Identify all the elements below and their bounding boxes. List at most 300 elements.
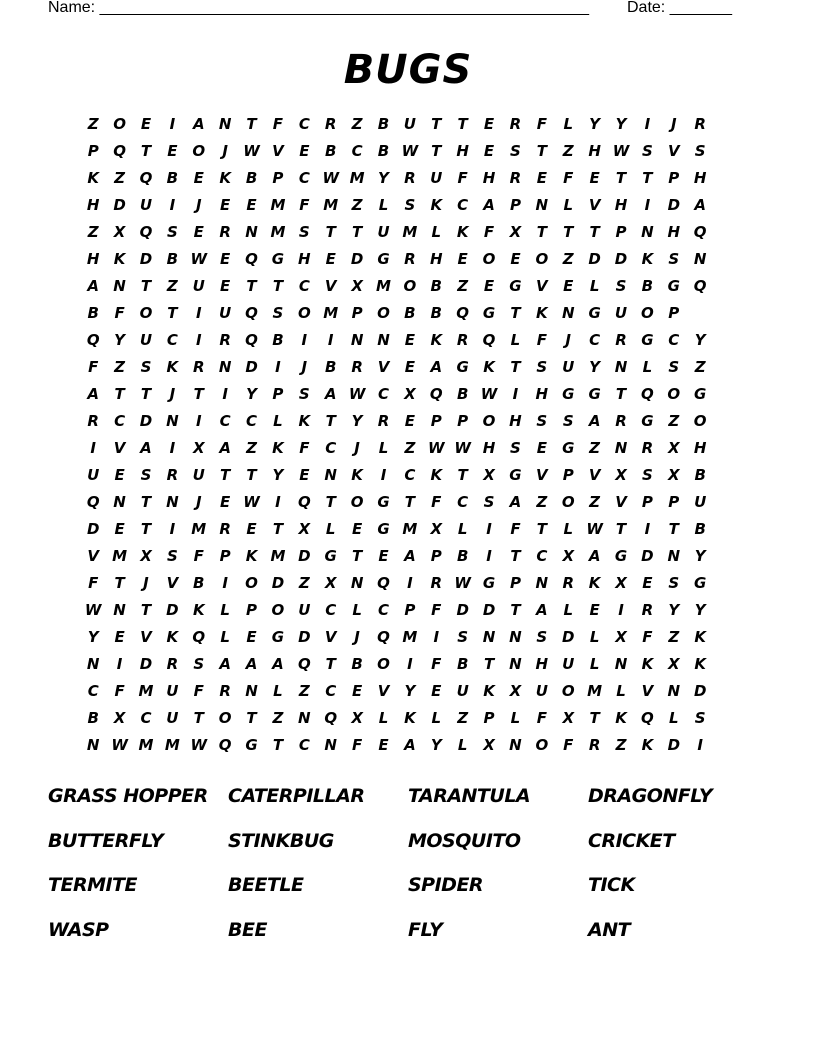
grid-letter: K bbox=[298, 412, 311, 430]
grid-letter: O bbox=[561, 682, 575, 700]
grid-letter: V bbox=[166, 574, 179, 592]
grid-row bbox=[80, 439, 740, 466]
grid-letter: Z bbox=[404, 439, 416, 457]
grid-letter: X bbox=[509, 223, 522, 241]
grid-letter: Z bbox=[351, 196, 363, 214]
grid-letter: M bbox=[191, 520, 207, 538]
grid-letter: Y bbox=[404, 682, 416, 700]
grid-letter: A bbox=[219, 439, 231, 457]
grid-letter: C bbox=[219, 412, 231, 430]
grid-letter: W bbox=[401, 142, 419, 160]
grid-letter: I bbox=[512, 385, 519, 403]
grid-letter: H bbox=[429, 250, 443, 268]
grid-letter: P bbox=[430, 412, 442, 430]
grid-row bbox=[80, 250, 740, 277]
grid-letter: D bbox=[113, 196, 126, 214]
grid-letter: C bbox=[325, 601, 337, 619]
grid-letter: A bbox=[694, 196, 706, 214]
grid-letter: O bbox=[641, 304, 654, 322]
grid-letter: M bbox=[323, 196, 339, 214]
grid-letter: E bbox=[220, 493, 231, 511]
grid-letter: Z bbox=[87, 223, 99, 241]
grid-letter: T bbox=[563, 223, 574, 241]
grid-letter: U bbox=[192, 466, 205, 484]
grid-row bbox=[80, 547, 740, 574]
grid-letter: T bbox=[325, 655, 336, 673]
grid-letter: T bbox=[483, 655, 495, 673]
grid-letter: V bbox=[377, 358, 390, 376]
grid-letter: D bbox=[139, 655, 153, 673]
grid-letter: T bbox=[193, 709, 204, 727]
word-bank-item: BEETLE bbox=[228, 874, 304, 896]
grid-letter: K bbox=[641, 250, 654, 268]
grid-letter: N bbox=[218, 115, 232, 133]
grid-letter: N bbox=[166, 412, 179, 430]
grid-letter: B bbox=[694, 466, 706, 484]
grid-letter: T bbox=[140, 493, 152, 511]
grid-letter: F bbox=[88, 574, 99, 592]
grid-letter: Z bbox=[246, 439, 257, 457]
grid-letter: P bbox=[509, 574, 521, 592]
grid-letter: K bbox=[430, 196, 443, 214]
grid-letter: S bbox=[668, 358, 680, 376]
grid-letter: T bbox=[246, 709, 257, 727]
grid-letter: F bbox=[272, 115, 284, 133]
word-bank-item: STINKBUG bbox=[228, 829, 334, 852]
grid-letter: B bbox=[694, 520, 706, 538]
grid-letter: L bbox=[563, 115, 573, 133]
grid-letter: K bbox=[166, 628, 179, 646]
grid-letter: A bbox=[588, 412, 601, 430]
grid-letter: X bbox=[615, 466, 627, 484]
grid-letter: T bbox=[510, 601, 521, 619]
grid-letter: E bbox=[378, 547, 389, 565]
grid-letter: N bbox=[693, 250, 707, 268]
grid-letter: E bbox=[351, 520, 363, 538]
grid-letter: T bbox=[167, 304, 178, 322]
grid-letter: E bbox=[563, 277, 574, 295]
grid-letter: C bbox=[668, 331, 680, 349]
grid-letter: T bbox=[615, 520, 627, 538]
grid-row bbox=[80, 736, 740, 763]
grid-letter: Q bbox=[693, 277, 707, 295]
grid-letter: U bbox=[219, 304, 232, 322]
grid-letter: C bbox=[325, 439, 337, 457]
grid-letter: X bbox=[140, 547, 152, 565]
grid-letter: J bbox=[354, 439, 360, 457]
grid-letter: T bbox=[642, 169, 653, 187]
grid-letter: S bbox=[510, 142, 521, 160]
grid-letter: Q bbox=[297, 493, 311, 511]
grid-letter: N bbox=[561, 304, 575, 322]
grid-letter: F bbox=[431, 601, 442, 619]
grid-letter: P bbox=[351, 304, 363, 322]
grid-letter: F bbox=[536, 331, 547, 349]
grid-letter: C bbox=[325, 682, 337, 700]
grid-letter: X bbox=[404, 385, 416, 403]
grid-letter: O bbox=[218, 709, 232, 727]
grid-letter: H bbox=[614, 196, 628, 214]
grid-letter: R bbox=[219, 331, 231, 349]
grid-letter: I bbox=[275, 493, 281, 511]
grid-letter: T bbox=[404, 493, 415, 511]
grid-letter: J bbox=[222, 142, 228, 160]
grid-letter: E bbox=[536, 169, 547, 187]
grid-letter: L bbox=[220, 601, 230, 619]
word-bank-item: BEE bbox=[228, 918, 267, 941]
grid-letter: Q bbox=[192, 628, 206, 646]
grid-letter: H bbox=[482, 439, 496, 457]
grid-letter: R bbox=[509, 115, 522, 133]
grid-letter: P bbox=[457, 412, 469, 430]
grid-letter: W bbox=[586, 520, 603, 538]
grid-letter: Z bbox=[457, 277, 469, 295]
grid-letter: U bbox=[430, 169, 443, 187]
grid-letter: S bbox=[166, 547, 178, 565]
grid-letter: E bbox=[299, 466, 310, 484]
grid-letter: T bbox=[510, 304, 521, 322]
grid-letter: N bbox=[350, 574, 364, 592]
grid-letter: F bbox=[563, 169, 574, 187]
grid-letter: T bbox=[140, 520, 152, 538]
grid-letter: U bbox=[139, 331, 153, 349]
grid-letter: B bbox=[245, 169, 258, 187]
grid-letter: O bbox=[297, 304, 311, 322]
grid-letter: I bbox=[486, 547, 492, 565]
grid-letter: F bbox=[510, 520, 521, 538]
grid-row bbox=[80, 358, 740, 385]
grid-letter: E bbox=[193, 169, 204, 187]
grid-letter: M bbox=[376, 277, 391, 295]
grid-letter: V bbox=[641, 682, 654, 700]
grid-letter: O bbox=[561, 493, 575, 511]
grid-letter: E bbox=[536, 439, 547, 457]
grid-letter: G bbox=[694, 385, 707, 403]
grid-letter: U bbox=[562, 655, 575, 673]
grid-letter: T bbox=[668, 520, 679, 538]
grid-letter: K bbox=[536, 304, 548, 322]
grid-letter: X bbox=[483, 736, 495, 754]
grid-letter: T bbox=[325, 412, 336, 430]
grid-letter: W bbox=[480, 385, 498, 403]
grid-letter: B bbox=[166, 250, 179, 268]
grid-letter: I bbox=[169, 115, 176, 133]
grid-letter: I bbox=[486, 520, 492, 538]
grid-letter: W bbox=[190, 736, 208, 754]
grid-letter: X bbox=[192, 439, 205, 457]
grid-letter: S bbox=[694, 709, 706, 727]
grid-letter: G bbox=[562, 385, 575, 403]
grid-letter: X bbox=[615, 574, 627, 592]
grid-letter: S bbox=[483, 493, 495, 511]
grid-letter: K bbox=[694, 628, 706, 646]
grid-letter: E bbox=[404, 412, 415, 430]
grid-letter: P bbox=[483, 709, 495, 727]
grid-letter: C bbox=[457, 493, 469, 511]
grid-letter: X bbox=[668, 655, 680, 673]
grid-letter: H bbox=[535, 655, 549, 673]
grid-letter: G bbox=[377, 520, 390, 538]
grid-letter: F bbox=[114, 304, 125, 322]
grid-letter: O bbox=[377, 304, 390, 322]
grid-letter: L bbox=[378, 709, 389, 727]
grid-letter: K bbox=[192, 601, 205, 619]
grid-letter: O bbox=[693, 412, 707, 430]
grid-letter: T bbox=[351, 547, 363, 565]
grid-letter: E bbox=[483, 142, 495, 160]
grid-letter: E bbox=[299, 142, 310, 160]
grid-letter: G bbox=[377, 250, 390, 268]
grid-letter: C bbox=[298, 736, 310, 754]
grid-letter: M bbox=[164, 736, 180, 754]
grid-letter: S bbox=[641, 142, 653, 160]
grid-letter: C bbox=[298, 277, 310, 295]
grid-letter: Q bbox=[324, 709, 338, 727]
grid-letter: Q bbox=[641, 709, 654, 727]
name-field-label: Name: _______________________________________________________ bbox=[48, 0, 589, 16]
grid-letter: N bbox=[509, 628, 522, 646]
grid-letter: Y bbox=[246, 385, 257, 403]
grid-letter: M bbox=[270, 547, 286, 565]
grid-letter: K bbox=[87, 169, 99, 187]
grid-letter: V bbox=[272, 142, 284, 160]
grid-letter: W bbox=[612, 142, 630, 160]
grid-letter: Y bbox=[114, 331, 126, 349]
grid-letter: Y bbox=[694, 547, 706, 565]
grid-letter: R bbox=[219, 520, 231, 538]
grid-letter: R bbox=[87, 412, 99, 430]
grid-letter: T bbox=[589, 223, 600, 241]
date-field-label: Date: _______ bbox=[627, 0, 732, 16]
grid-letter: Z bbox=[457, 709, 469, 727]
grid-letter: L bbox=[563, 196, 573, 214]
grid-letter: M bbox=[112, 547, 128, 565]
grid-letter: N bbox=[535, 574, 549, 592]
grid-letter: E bbox=[351, 682, 363, 700]
grid-letter: C bbox=[166, 331, 178, 349]
grid-letter: O bbox=[482, 250, 496, 268]
grid-letter: R bbox=[377, 412, 390, 430]
grid-letter: W bbox=[454, 439, 471, 457]
grid-letter: E bbox=[114, 520, 125, 538]
grid-letter: Y bbox=[668, 601, 680, 619]
grid-letter: N bbox=[86, 736, 100, 754]
grid-letter: B bbox=[87, 709, 99, 727]
grid-letter: B bbox=[87, 304, 99, 322]
grid-letter: T bbox=[615, 385, 627, 403]
grid-letter: M bbox=[270, 223, 286, 241]
grid-letter: L bbox=[669, 709, 679, 727]
grid-letter: H bbox=[588, 142, 601, 160]
grid-letter: J bbox=[565, 331, 572, 349]
grid-letter: Q bbox=[297, 655, 311, 673]
grid-letter: I bbox=[407, 655, 413, 673]
grid-letter: R bbox=[166, 466, 179, 484]
grid-letter: S bbox=[193, 655, 205, 673]
grid-letter: G bbox=[482, 574, 496, 592]
grid-letter: E bbox=[404, 331, 415, 349]
grid-letter: F bbox=[114, 682, 125, 700]
grid-letter: I bbox=[116, 655, 123, 673]
grid-letter: A bbox=[588, 547, 601, 565]
grid-letter: X bbox=[483, 466, 495, 484]
grid-letter: Z bbox=[589, 439, 601, 457]
grid-letter: H bbox=[482, 169, 496, 187]
grid-letter: T bbox=[114, 574, 125, 592]
grid-letter: T bbox=[193, 385, 204, 403]
grid-letter: N bbox=[509, 655, 522, 673]
grid-letter: A bbox=[87, 277, 99, 295]
grid-row bbox=[80, 520, 740, 547]
grid-letter: F bbox=[642, 628, 653, 646]
grid-letter: Z bbox=[668, 412, 680, 430]
word-bank bbox=[48, 784, 768, 962]
grid-letter: J bbox=[301, 358, 308, 376]
grid-letter: C bbox=[351, 142, 363, 160]
grid-letter: T bbox=[431, 115, 442, 133]
grid-row bbox=[80, 574, 740, 601]
grid-letter: P bbox=[430, 547, 442, 565]
grid-letter: N bbox=[324, 466, 337, 484]
grid-letter: J bbox=[195, 493, 202, 511]
grid-letter: N bbox=[245, 682, 258, 700]
grid-letter: E bbox=[404, 358, 415, 376]
grid-letter: R bbox=[456, 331, 469, 349]
grid-letter: O bbox=[377, 655, 390, 673]
grid-letter: V bbox=[87, 547, 99, 565]
grid-letter: D bbox=[641, 547, 654, 565]
grid-letter: Z bbox=[562, 250, 574, 268]
grid-letter: P bbox=[615, 223, 627, 241]
grid-letter: I bbox=[618, 601, 624, 619]
grid-letter: N bbox=[641, 223, 654, 241]
grid-letter: X bbox=[351, 709, 363, 727]
grid-letter: R bbox=[219, 682, 231, 700]
grid-letter: I bbox=[644, 115, 651, 133]
grid-letter: Q bbox=[86, 493, 100, 511]
grid-letter: X bbox=[615, 628, 627, 646]
grid-letter: U bbox=[456, 682, 469, 700]
grid-letter: W bbox=[454, 574, 471, 592]
grid-letter: B bbox=[430, 277, 442, 295]
grid-letter: B bbox=[324, 358, 337, 376]
grid-letter: F bbox=[299, 196, 310, 214]
grid-letter: E bbox=[589, 601, 600, 619]
grid-letter: G bbox=[482, 304, 496, 322]
grid-letter: U bbox=[694, 493, 707, 511]
grid-letter: W bbox=[84, 601, 102, 619]
grid-letter: D bbox=[350, 250, 364, 268]
grid-letter: K bbox=[483, 358, 495, 376]
grid-letter: R bbox=[588, 736, 601, 754]
grid-letter: A bbox=[483, 196, 495, 214]
grid-letter: E bbox=[378, 736, 389, 754]
grid-letter: F bbox=[299, 439, 310, 457]
grid-letter: W bbox=[111, 736, 128, 754]
grid-letter: Q bbox=[245, 250, 258, 268]
header bbox=[48, 0, 748, 20]
grid-letter: Q bbox=[641, 385, 654, 403]
grid-letter: W bbox=[348, 385, 366, 403]
grid-letter: C bbox=[298, 115, 310, 133]
grid-letter: D bbox=[667, 736, 681, 754]
grid-letter: B bbox=[351, 655, 363, 673]
grid-letter: I bbox=[169, 520, 176, 538]
grid-letter: L bbox=[510, 709, 521, 727]
grid-letter: P bbox=[641, 493, 653, 511]
grid-letter: E bbox=[114, 628, 125, 646]
grid-letter: F bbox=[563, 736, 574, 754]
grid-letter: M bbox=[138, 682, 154, 700]
grid-letter: B bbox=[456, 547, 469, 565]
grid-letter: B bbox=[166, 169, 179, 187]
grid-letter: D bbox=[139, 250, 153, 268]
grid-letter: J bbox=[354, 628, 360, 646]
word-bank-item: TERMITE bbox=[48, 874, 137, 896]
grid-letter: T bbox=[510, 358, 521, 376]
grid-row bbox=[80, 628, 740, 655]
grid-letter: G bbox=[588, 304, 601, 322]
grid-letter: N bbox=[113, 277, 126, 295]
word-bank-item: BUTTERFLY bbox=[48, 829, 164, 852]
grid-letter: F bbox=[536, 115, 547, 133]
grid-row bbox=[80, 655, 740, 682]
grid-letter: M bbox=[587, 682, 603, 700]
grid-letter: A bbox=[192, 115, 205, 133]
grid-letter: G bbox=[694, 574, 707, 592]
grid-letter: Z bbox=[298, 574, 310, 592]
grid-letter: P bbox=[562, 466, 574, 484]
grid-letter: Q bbox=[429, 385, 443, 403]
grid-letter: E bbox=[457, 250, 468, 268]
grid-letter: W bbox=[322, 169, 339, 187]
word-bank-item: SPIDER bbox=[408, 874, 484, 896]
grid-letter: P bbox=[246, 601, 258, 619]
grid-letter: R bbox=[351, 358, 363, 376]
grid-letter: Q bbox=[218, 736, 232, 754]
grid-letter: G bbox=[456, 358, 469, 376]
grid-letter: H bbox=[456, 142, 469, 160]
grid-letter: E bbox=[220, 277, 231, 295]
grid-letter: V bbox=[667, 142, 680, 160]
grid-letter: Z bbox=[615, 736, 627, 754]
grid-letter: I bbox=[644, 196, 651, 214]
grid-letter: K bbox=[483, 682, 495, 700]
word-bank-item: CATERPILLAR bbox=[228, 785, 365, 807]
grid-letter: K bbox=[615, 709, 627, 727]
grid-row bbox=[80, 601, 740, 628]
grid-letter: T bbox=[536, 142, 547, 160]
grid-letter: K bbox=[113, 250, 126, 268]
grid-letter: C bbox=[298, 169, 310, 187]
grid-letter: W bbox=[428, 439, 445, 457]
grid-letter: D bbox=[456, 601, 469, 619]
grid-letter: D bbox=[482, 601, 496, 619]
grid-letter: T bbox=[246, 466, 257, 484]
grid-letter: L bbox=[563, 601, 573, 619]
word-bank-row bbox=[48, 918, 768, 963]
grid-letter: I bbox=[195, 304, 202, 322]
grid-letter: I bbox=[327, 331, 334, 349]
grid-letter: K bbox=[694, 655, 706, 673]
grid-letter: K bbox=[245, 547, 258, 565]
grid-letter: P bbox=[509, 196, 521, 214]
grid-letter: C bbox=[377, 385, 389, 403]
grid-letter: N bbox=[86, 655, 100, 673]
grid-letter: F bbox=[88, 358, 99, 376]
grid-letter: C bbox=[589, 331, 601, 349]
grid-letter: S bbox=[140, 358, 152, 376]
